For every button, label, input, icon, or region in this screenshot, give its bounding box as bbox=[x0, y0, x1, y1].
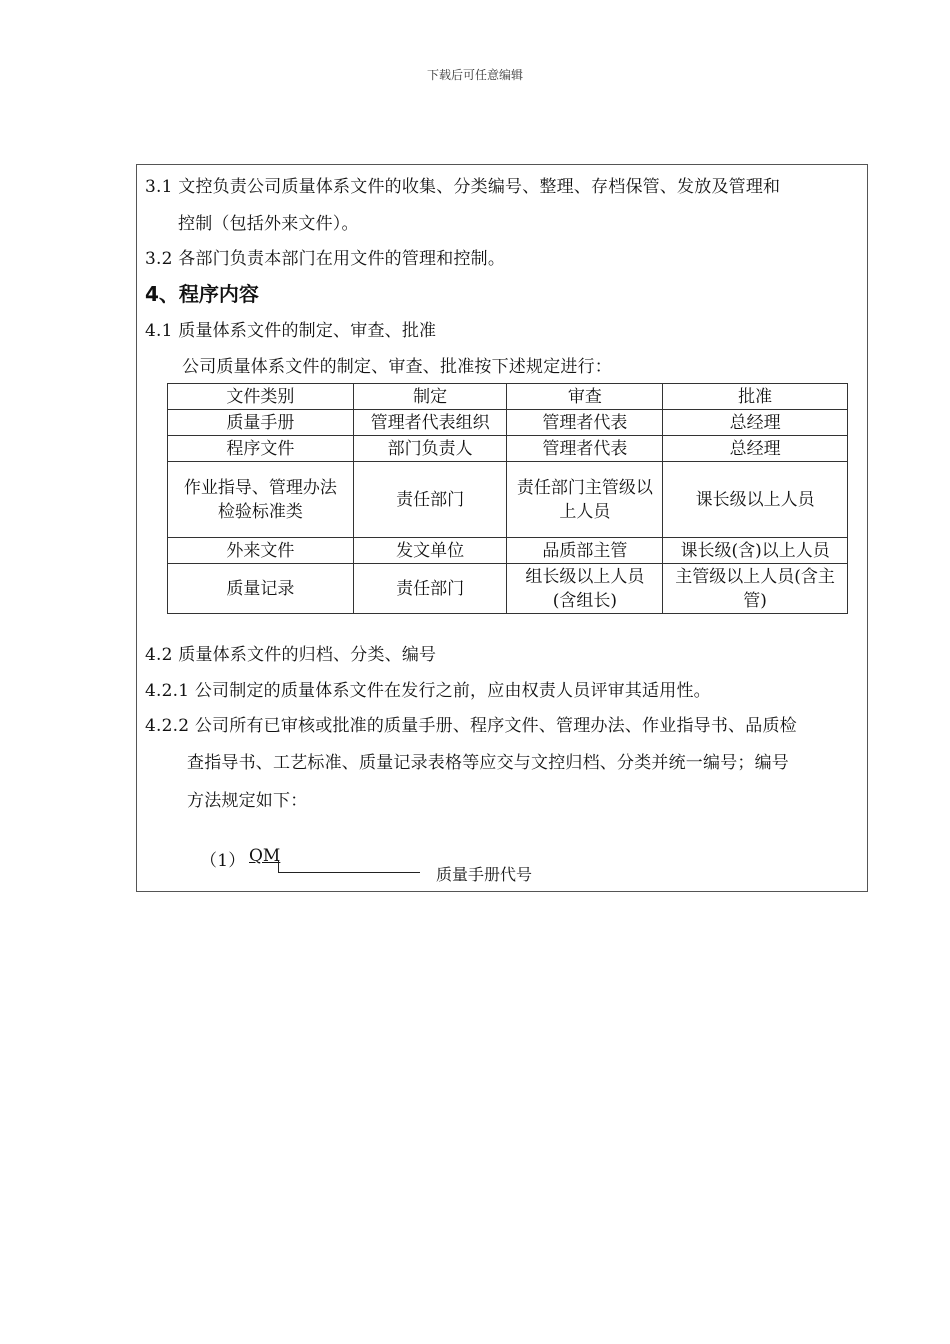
clause-4-2-2-line2: 查指导书、工艺标准、质量记录表格等应交与文控归档、分类并统一编号；编号 bbox=[187, 753, 789, 773]
code-bracket-line bbox=[278, 860, 420, 873]
clause-3-1-line2: 控制（包括外来文件）。 bbox=[178, 214, 359, 234]
approval-table bbox=[167, 383, 848, 614]
table-cell: 责任部门主管级以上人员 bbox=[507, 462, 663, 538]
table-cell: 外来文件 bbox=[168, 538, 354, 564]
table-cell: 管理者代表组织 bbox=[353, 410, 507, 436]
table-row bbox=[168, 564, 848, 614]
section-4-heading: 4、程序内容 bbox=[145, 282, 259, 306]
clause-4-1-intro: 公司质量体系文件的制定、审查、批准按下述规定进行： bbox=[182, 357, 612, 377]
code-item-code: QM bbox=[249, 846, 281, 866]
table-header-cell: 文件类别 bbox=[168, 384, 354, 410]
table-cell: 责任部门 bbox=[353, 564, 507, 614]
table-header-cell: 批准 bbox=[663, 384, 848, 410]
clause-3-1-line1: 3.1 文控负责公司质量体系文件的收集、分类编号、整理、存档保管、发放及管理和 bbox=[145, 177, 781, 197]
clause-4-1-title: 4.1 质量体系文件的制定、审查、批准 bbox=[145, 321, 437, 341]
table-header-cell: 审查 bbox=[507, 384, 663, 410]
clause-4-2-1: 4.2.1 公司制定的质量体系文件在发行之前，应由权责人员评审其适用性。 bbox=[145, 681, 711, 701]
table-cell: 作业指导、管理办法 检验标准类 bbox=[168, 462, 354, 538]
table-cell: 组长级以上人员(含组长) bbox=[507, 564, 663, 614]
clause-3-2: 3.2 各部门负责本部门在用文件的管理和控制。 bbox=[145, 249, 506, 269]
table-cell: 管理者代表 bbox=[507, 436, 663, 462]
table-cell: 课长级(含)以上人员 bbox=[663, 538, 848, 564]
clause-4-2-2-line3: 方法规定如下： bbox=[187, 791, 308, 811]
code-item-index: （1） bbox=[200, 851, 246, 871]
table-row bbox=[168, 462, 848, 538]
table-cell: 总经理 bbox=[663, 436, 848, 462]
table-cell: 管理者代表 bbox=[507, 410, 663, 436]
table-row bbox=[168, 436, 848, 462]
table-header-row bbox=[168, 384, 848, 410]
table-cell: 品质部主管 bbox=[507, 538, 663, 564]
table-cell: 责任部门 bbox=[353, 462, 507, 538]
table-cell: 质量手册 bbox=[168, 410, 354, 436]
table-cell: 发文单位 bbox=[353, 538, 507, 564]
table-cell: 主管级以上人员(含主管) bbox=[663, 564, 848, 614]
table-row bbox=[168, 410, 848, 436]
code-item-description: 质量手册代号 bbox=[436, 865, 533, 884]
clause-4-2-2-line1: 4.2.2 公司所有已审核或批准的质量手册、程序文件、管理办法、作业指导书、品质检 bbox=[145, 716, 797, 736]
clause-4-2-title: 4.2 质量体系文件的归档、分类、编号 bbox=[145, 645, 437, 665]
table-cell: 程序文件 bbox=[168, 436, 354, 462]
table-cell: 部门负责人 bbox=[353, 436, 507, 462]
table-cell: 总经理 bbox=[663, 410, 848, 436]
table-cell: 课长级以上人员 bbox=[663, 462, 848, 538]
page-header-note: 下载后可任意编辑 bbox=[426, 68, 523, 82]
table-row bbox=[168, 538, 848, 564]
table-header-cell: 制定 bbox=[353, 384, 507, 410]
table-cell: 质量记录 bbox=[168, 564, 354, 614]
